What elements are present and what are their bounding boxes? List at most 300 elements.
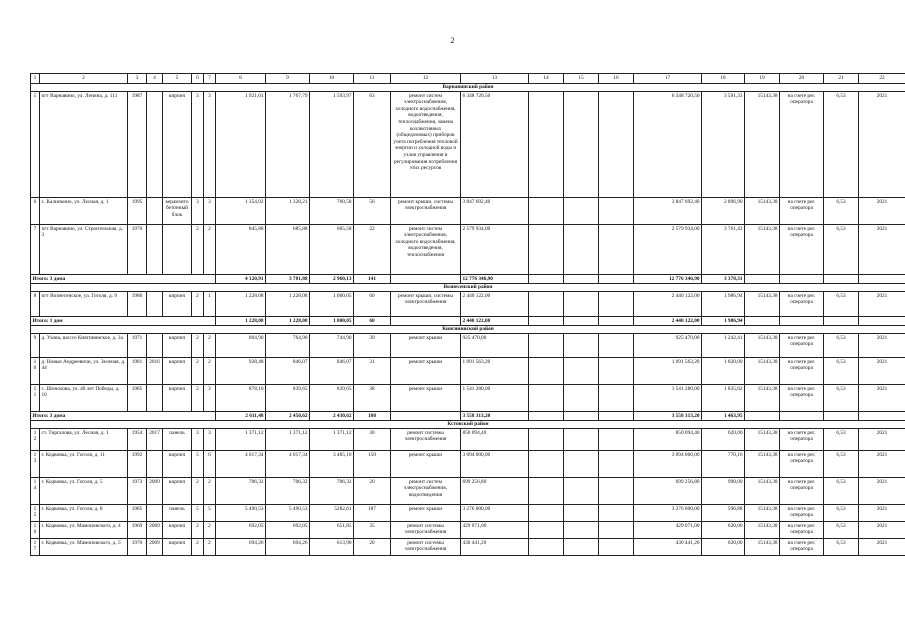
cell-c19: 15143,38 [745,292,780,317]
district-header-row [31,421,905,429]
cell-s3: 706,32 [310,478,354,505]
cell-c15 [564,451,599,478]
cell-cost: 2 440 122,00 [461,292,529,317]
cell-c14 [529,539,564,556]
column-number: 19 [745,74,780,84]
total-cost-fund: 3 558 313,20 [634,412,702,421]
cell-fl: 2 [192,334,204,358]
cell-s2: 4 017,34 [266,451,310,478]
cell-fl: 3 [192,429,204,451]
cell-c14 [529,92,564,198]
cell-s3: 5282,61 [310,505,354,522]
cell-yr: 2009 [147,522,163,539]
cell-c20: на счете рег. оператора [780,334,824,358]
cell-yb: 1985 [128,505,147,522]
cell-c17: 850 094,40 [634,429,702,451]
cell-mat: панель [163,429,192,451]
cell-c21: 6,53 [824,358,859,385]
cell-cost: 1 091 563,20 [461,358,529,385]
cell-c20: на счете рег. оператора [780,385,824,412]
cell-n: 6 [31,198,40,225]
cell-s3: 1 593,97 [310,92,354,198]
cell-en: 3 [204,429,216,451]
cell-n: 10 [31,358,40,385]
cell-res: 150 [354,451,391,478]
cell-res: 35 [354,522,391,539]
cell-work: ремонт системы электроснабжения [391,539,461,556]
cell-en: 2 [204,478,216,505]
cell-addr: д. Ухова, шоссе Княгининское, д. 3а [40,334,128,358]
cell-c21: 6,53 [824,198,859,225]
empty-cell [599,275,634,284]
cell-c17: 699 256,80 [634,478,702,505]
cell-c16 [599,358,634,385]
cell-c14 [529,451,564,478]
cell-c21: 6,53 [824,292,859,317]
cell-yr: 2017 [147,429,163,451]
cell-res: 22 [354,225,391,275]
column-number: 16 [599,74,634,84]
empty-cell [529,412,564,421]
cell-yr [147,385,163,412]
cell-fl: 3 [192,198,204,225]
cell-yb: 1954 [128,429,147,451]
total-unit-cost: 1 463,95 [702,412,745,421]
district-header-row [31,284,905,292]
column-number: 5 [163,74,192,84]
empty-cell [564,317,599,326]
column-number: 6 [192,74,204,84]
cell-s1: 878,10 [216,385,266,412]
column-number: 21 [824,74,859,84]
cell-work: ремонт крыши [391,451,461,478]
cell-mat: кирпич [163,539,192,556]
cell-c19: 15143,38 [745,478,780,505]
cell-n: 14 [31,478,40,505]
cell-c16 [599,478,634,505]
cell-c18: 620,00 [702,429,745,451]
total-area-3: 2 960,13 [310,275,354,284]
cell-c16 [599,225,634,275]
empty-cell [599,317,634,326]
total-label: Итого: 3 дома [31,275,216,284]
cell-work: ремонт систем электроснабжения, холодного водоснабжения, водоотведения, теплоснабжения, замена коллективных (общедомовых) приборов учета потребления тепловой энергии и холодной воды и узлов управления и регулирования потребления этих ресурсов [391,92,461,198]
cell-fl: 2 [192,225,204,275]
cell-c21: 6,53 [824,385,859,412]
cell-c20: на счете рег. оператора [780,198,824,225]
cell-c14 [529,358,564,385]
cell-work: ремонт крыши, системы электроснабжения [391,198,461,225]
cell-c14 [529,505,564,522]
cell-c14 [529,198,564,225]
column-number: 9 [266,74,310,84]
cell-c17: 430 441,20 [634,539,702,556]
cell-c21: 6,53 [824,429,859,451]
cell-s1: 706,32 [216,478,266,505]
cell-c17: 2 579 934,00 [634,225,702,275]
cell-mat: кирпич [163,522,192,539]
table-row [31,198,905,225]
cell-s2: 1 371,12 [266,429,310,451]
cell-c19: 15143,38 [745,385,780,412]
column-number: 2 [40,74,128,84]
cell-yr [147,92,163,198]
cell-en: 1 [204,292,216,317]
cell-s2: 685,88 [266,225,310,275]
empty-cell [564,275,599,284]
cell-c17: 6 348 720,50 [634,92,702,198]
cell-s3: 846,07 [310,358,354,385]
cell-yr [147,505,163,522]
cell-c20: на счете рег. оператора [780,225,824,275]
cell-cost: 3 276 000,00 [461,505,529,522]
total-area-3: 1 000,05 [310,317,354,326]
cell-c18: 3 591,33 [702,92,745,198]
cell-c22: 2021 [859,478,905,505]
column-number-row [31,74,905,84]
cell-yb: 1971 [128,334,147,358]
cell-res: 187 [354,505,391,522]
empty-cell [564,412,599,421]
cell-c22: 2021 [859,334,905,358]
cell-addr: г. Кодвовка, ул. Гоголя, д. 8 [40,505,128,522]
table-row [31,478,905,505]
cell-yb: 1970 [128,225,147,275]
cell-s3: 605,58 [310,225,354,275]
cell-res: 60 [354,292,391,317]
table-row [31,385,905,412]
empty-cell [824,412,859,421]
cell-n: 17 [31,539,40,556]
cell-c18: 620,00 [702,539,745,556]
column-number: 12 [391,74,461,84]
cell-cost: 1 541 280,00 [461,385,529,412]
cell-n: 13 [31,451,40,478]
cell-en: 2 [204,358,216,385]
district-name: Варнавинский район [31,84,905,92]
cell-yb: 1981 [128,358,147,385]
cell-c18: 2 896,90 [702,198,745,225]
cell-cost: 3 094 000,00 [461,451,529,478]
cell-work: ремонт систем электроснабжения, водоотведения [391,478,461,505]
cell-s3: 744,90 [310,334,354,358]
cell-mat: керамзитобетонный блок [163,198,192,225]
cell-mat: кирпич [163,292,192,317]
cell-c15 [564,522,599,539]
cell-c22: 2021 [859,92,905,198]
empty-cell [745,412,780,421]
cell-c18: 3 761,43 [702,225,745,275]
cell-n: 16 [31,522,40,539]
total-row [31,317,905,326]
cell-c19: 15143,38 [745,522,780,539]
cell-n: 11 [31,385,40,412]
cell-c22: 2021 [859,505,905,522]
cell-s3: 1 371,12 [310,429,354,451]
cell-s1: 1 228,08 [216,292,266,317]
total-area-1: 2 611,48 [216,412,266,421]
district-header-row [31,326,905,334]
empty-cell [599,412,634,421]
cell-work: ремонт крыши [391,334,461,358]
cell-s1: 5 490,53 [216,505,266,522]
cell-fl: 2 [192,292,204,317]
cell-c14 [529,225,564,275]
empty-cell [391,275,461,284]
cell-cost: 430 441,20 [461,539,529,556]
cell-cost: 925 470,00 [461,334,529,358]
cell-en: 6 [204,451,216,478]
cell-cost: 699 256,80 [461,478,529,505]
cell-s2: 764,90 [266,334,310,358]
cell-cost: 429 071,00 [461,522,529,539]
empty-cell [745,317,780,326]
cell-c18: 1 835,62 [702,385,745,412]
total-cost-fund: 2 440 122,00 [634,317,702,326]
cell-c14 [529,334,564,358]
cell-s2: 1 328,21 [266,198,310,225]
cell-c18: 620,00 [702,522,745,539]
cell-c20: на счете рег. оператора [780,358,824,385]
total-row [31,412,905,421]
cell-s3: 651,85 [310,522,354,539]
cell-c17: 2 440 122,00 [634,292,702,317]
cell-yr: 2009 [147,539,163,556]
column-number: 18 [702,74,745,84]
cell-c15 [564,539,599,556]
cell-work: ремонт крыши [391,505,461,522]
cell-c20: на счете рег. оператора [780,429,824,451]
cell-c18: 990,00 [702,478,745,505]
cell-c14 [529,385,564,412]
cell-s3: 1 000,05 [310,292,354,317]
cell-en: 3 [204,198,216,225]
empty-cell [824,275,859,284]
cell-res: 30 [354,429,391,451]
cell-c20: на счете рег. оператора [780,505,824,522]
cell-c14 [529,478,564,505]
cell-en: 3 [204,92,216,198]
empty-cell [824,317,859,326]
cell-res: 56 [354,198,391,225]
cell-c21: 6,53 [824,334,859,358]
cell-res: 39 [354,334,391,358]
cell-addr: д. Новые Андреевичи, ул. Зеленая, д. 44 [40,358,128,385]
cell-c18: 1 986,94 [702,292,745,317]
cell-res: 20 [354,539,391,556]
cell-yb: 1969 [128,522,147,539]
empty-cell [529,317,564,326]
cell-n: 5 [31,92,40,198]
cell-c16 [599,429,634,451]
cell-c16 [599,539,634,556]
cell-c21: 6,53 [824,92,859,198]
column-number: 13 [461,74,529,84]
cell-c19: 15143,38 [745,451,780,478]
cell-res: 63 [354,92,391,198]
cell-c19: 15143,38 [745,539,780,556]
cell-addr: пгт Варнавино, ул. Ленина, д. 111 [40,92,128,198]
cell-res: 31 [354,358,391,385]
column-number: 15 [564,74,599,84]
cell-work: ремонт крыши, системы электроснабжения [391,292,461,317]
table-row [31,429,905,451]
cell-s2: 839,65 [266,385,310,412]
cell-work: ремонт системы электроснабжения [391,429,461,451]
cell-c17: 3 094 000,00 [634,451,702,478]
total-cost-fund: 12 776 346,90 [634,275,702,284]
cell-en: 2 [204,225,216,275]
cell-c16 [599,505,634,522]
cell-mat: панель [163,505,192,522]
cell-s1: 694,26 [216,539,266,556]
empty-cell [529,275,564,284]
cell-work: ремонт крыши [391,385,461,412]
cell-yr: 2009 [147,478,163,505]
cell-n: 15 [31,505,40,522]
cell-yr [147,292,163,317]
cell-c15 [564,478,599,505]
cell-yb: 1995 [128,198,147,225]
cell-c22: 2021 [859,358,905,385]
cell-c15 [564,505,599,522]
cell-c17: 3 276 000,00 [634,505,702,522]
cell-c18: 770,16 [702,451,745,478]
cell-en: 5 [204,505,216,522]
cell-addr: ст. Тиргалова, ул. Лесная, д. 1 [40,429,128,451]
cell-fl: 2 [192,385,204,412]
cell-cost: 6 348 720,50 [461,92,529,198]
cell-c19: 15143,38 [745,358,780,385]
total-cost: 3 558 313,20 [461,412,529,421]
empty-cell [391,412,461,421]
cell-fl: 2 [192,539,204,556]
table-row [31,292,905,317]
cell-c15 [564,358,599,385]
total-unit-cost: 3 378,31 [702,275,745,284]
empty-cell [780,317,824,326]
cell-c17: 1 541 280,00 [634,385,702,412]
cell-c16 [599,92,634,198]
cell-s1: 4 017,34 [216,451,266,478]
cell-c22: 2021 [859,522,905,539]
cell-addr: с. Шонохова, ул. 40 лет Победы, д. 10 [40,385,128,412]
cell-yb: 1980 [128,292,147,317]
cell-s2: 1 767,79 [266,92,310,198]
total-label: Итого: 1 дом [31,317,216,326]
page-number: 2 [450,36,455,45]
cell-yb: 1985 [128,385,147,412]
empty-cell [859,317,905,326]
empty-cell [745,275,780,284]
cell-c14 [529,292,564,317]
cell-en: 3 [204,385,216,412]
column-number: 3 [128,74,147,84]
cell-s1: 845,88 [216,225,266,275]
cell-s3: 839,65 [310,385,354,412]
cell-c16 [599,451,634,478]
cell-c22: 2021 [859,539,905,556]
cell-c21: 6,53 [824,522,859,539]
cell-yr [147,198,163,225]
cell-res: 38 [354,385,391,412]
cell-c19: 15143,38 [745,225,780,275]
cell-c20: на счете рег. оператора [780,92,824,198]
cell-fl: 5 [192,451,204,478]
empty-cell [391,317,461,326]
cell-c20: на счете рег. оператора [780,292,824,317]
cell-addr: с. Калинкино, ул. Лесная, д. 1 [40,198,128,225]
cell-c21: 6,53 [824,225,859,275]
column-number: 14 [529,74,564,84]
cell-res: 20 [354,478,391,505]
total-area-1: 1 228,08 [216,317,266,326]
cell-n: 8 [31,292,40,317]
cell-c21: 6,53 [824,539,859,556]
cell-c17: 3 847 692,40 [634,198,702,225]
total-cost: 12 776 346,90 [461,275,529,284]
cell-c20: на счете рег. оператора [780,539,824,556]
cell-addr: пгт Вознесенское, ул. Гоголя, д. 9 [40,292,128,317]
cell-c22: 2021 [859,198,905,225]
cell-yr [147,451,163,478]
district-header-row [31,84,905,92]
repair-program-table [30,73,905,556]
empty-cell [780,275,824,284]
district-name: Вознесенский район [31,284,905,292]
district-name: Кстовский район [31,421,905,429]
cell-fl: 2 [192,358,204,385]
column-number: 7 [204,74,216,84]
cell-c16 [599,385,634,412]
cell-c22: 2021 [859,292,905,317]
total-area-2: 2 450,62 [266,412,310,421]
cell-s1: 1 354,02 [216,198,266,225]
total-residents: 108 [354,412,391,421]
cell-c18: 596,88 [702,505,745,522]
cell-c17: 429 071,00 [634,522,702,539]
cell-c22: 2021 [859,429,905,451]
cell-s2: 846,07 [266,358,310,385]
cell-fl: 2 [192,478,204,505]
table-row [31,505,905,522]
total-unit-cost: 1 986,94 [702,317,745,326]
cell-cost: 850 094,40 [461,429,529,451]
cell-c15 [564,429,599,451]
cell-mat: кирпич [163,334,192,358]
total-label: Итого: 3 дома [31,412,216,421]
cell-yr: 2016 [147,358,163,385]
cell-en: 2 [204,334,216,358]
cell-s3: 613,90 [310,539,354,556]
table-row [31,539,905,556]
cell-en: 2 [204,539,216,556]
cell-s3: 3 485,10 [310,451,354,478]
cell-cost: 3 847 692,40 [461,198,529,225]
cell-c15 [564,198,599,225]
cell-mat: кирпич [163,385,192,412]
cell-yr [147,225,163,275]
cell-c20: на счете рег. оператора [780,522,824,539]
cell-work: ремонт крыши [391,358,461,385]
cell-c15 [564,292,599,317]
cell-en: 2 [204,522,216,539]
cell-yb: 1987 [128,92,147,198]
table-row [31,522,905,539]
table-row [31,92,905,198]
cell-c20: на счете рег. оператора [780,451,824,478]
cell-c15 [564,334,599,358]
